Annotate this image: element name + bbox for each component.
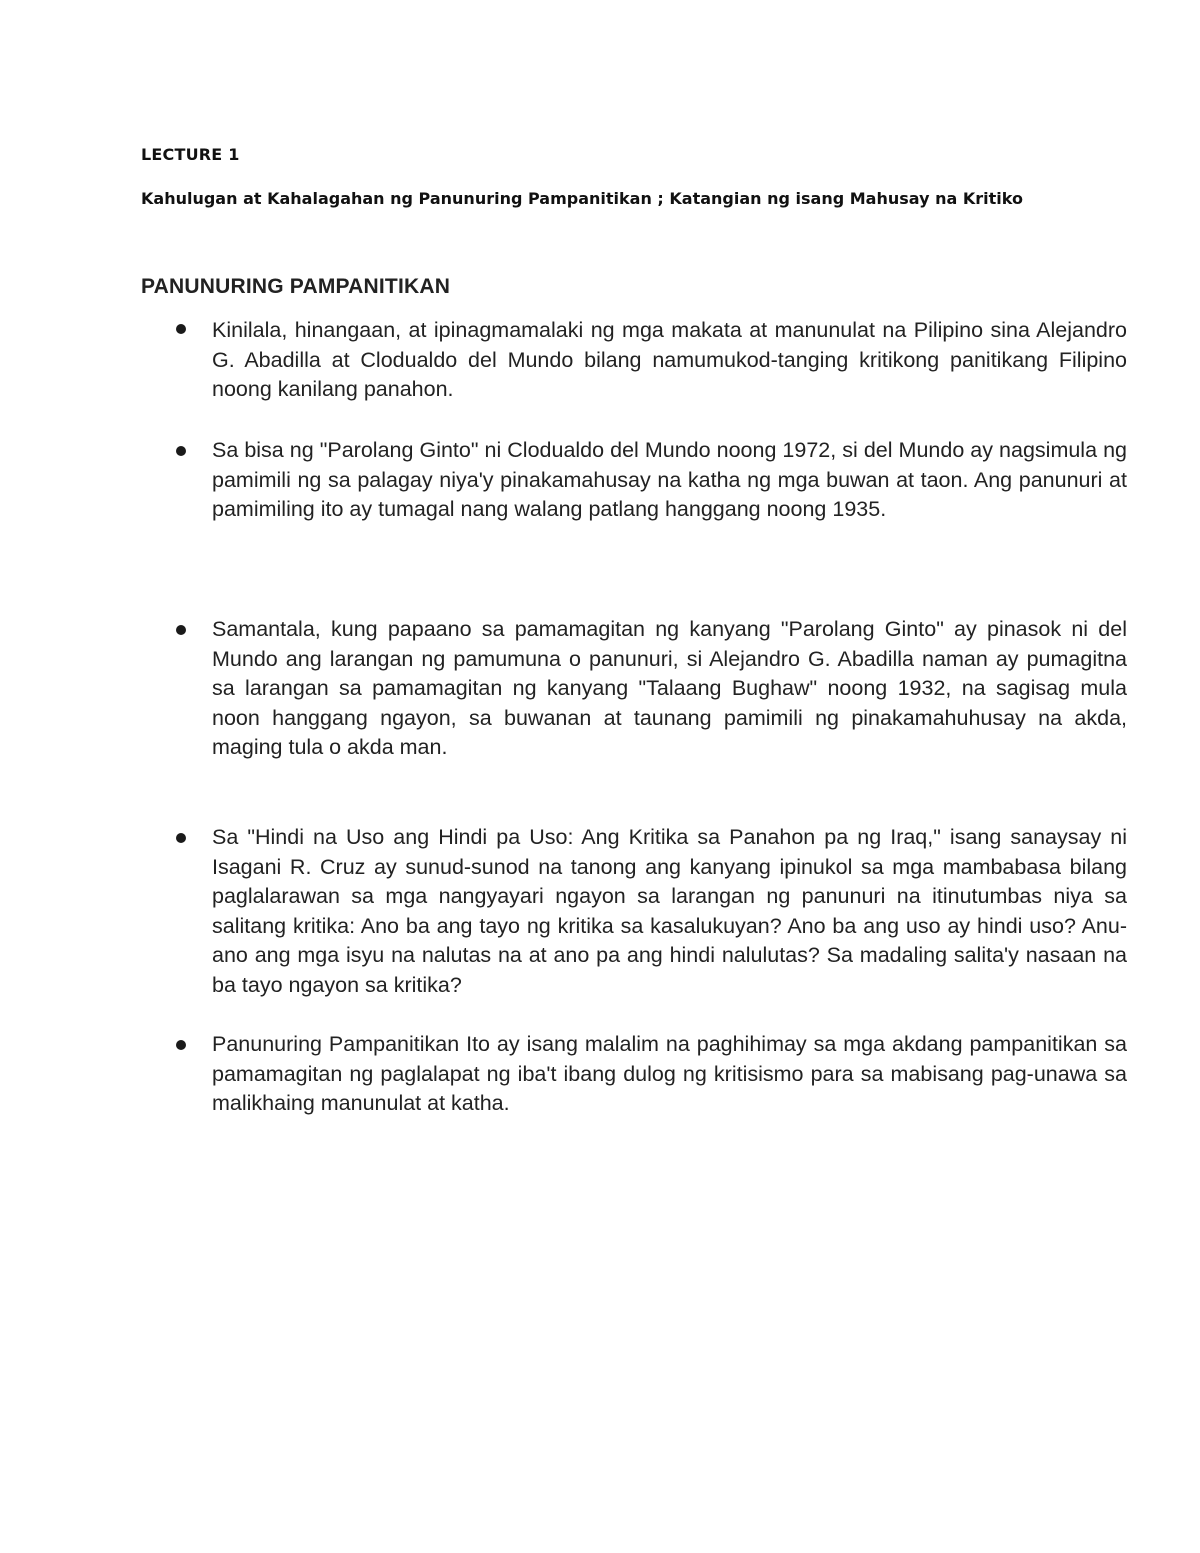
lecture-label: LECTURE 1: [141, 145, 240, 164]
bullet-icon: [176, 1040, 186, 1050]
bullet-icon: [176, 324, 186, 334]
list-item-text: Panunuring Pampanitikan Ito ay isang malalim na paghihimay sa mga akdang pampanitikan sa pamamagitan ng paglalapat ng iba't ibang dulog ng kritisismo para sa mabisang pag-unawa sa malikhaing manunulat at katha.: [212, 1032, 1127, 1116]
bullet-icon: [176, 446, 186, 456]
section-heading: PANUNURING PAMPANITIKAN: [141, 275, 451, 298]
bullet-icon: [176, 625, 186, 635]
list-item-text: Kinilala, hinangaan, at ipinagmamalaki ng mga makata at manunulat na Pilipino sina Alejandro G. Abadilla at Clodualdo del Mundo bilang namumukod-tanging kritikong panitikang Filipino noong kanilang panahon.: [212, 318, 1127, 402]
lecture-subtitle: Kahulugan at Kahalagahan ng Panunuring Pampanitikan ; Katangian ng isang Mahusay na Kritiko: [141, 189, 1023, 208]
bullet-icon: [176, 833, 186, 843]
list-item-text: Samantala, kung papaano sa pamamagitan ng kanyang "Parolang Ginto" ay pinasok ni del Mundo ang larangan ng pamumuna o panunuri, si Alejandro G. Abadilla naman ay pumagitna sa larangan sa pamamagitan ng kanyang "Talaang Bughaw" noong 1932, na sagisag mula noon hanggang ngayon, sa buwanan at taunang pamimili ng pinakamahuhusay na akda, maging tula o akda man.: [212, 617, 1127, 760]
list-item-text: Sa bisa ng "Parolang Ginto" ni Clodualdo del Mundo noong 1972, si del Mundo ay nagsimula ng pamimili ng sa palagay niya'y pinakamahusay na katha ng mga buwan at taon. Ang panunuri at pamimiling ito ay tumagal nang walang patlang hanggang noong 1935.: [212, 438, 1127, 522]
list-item-text: Sa "Hindi na Uso ang Hindi pa Uso: Ang Kritika sa Panahon pa ng Iraq," isang sanaysay ni Isagani R. Cruz ay sunud-sunod na tanong ang kanyang ipinukol sa mga mambabasa bilang paglalarawan sa mga nangyayari ngayon sa larangan ng panunuri na itinutumbas niya sa salitang kritika: Ano ba ang tayo ng kritika sa kasalukuyan? Ano ba ang uso ay hindi uso? Anu-ano ang mga isyu na nalutas na at ano pa ang hindi nalulutas? Sa madaling salita'y nasaan na ba tayo ngayon sa kritika?: [212, 825, 1127, 997]
